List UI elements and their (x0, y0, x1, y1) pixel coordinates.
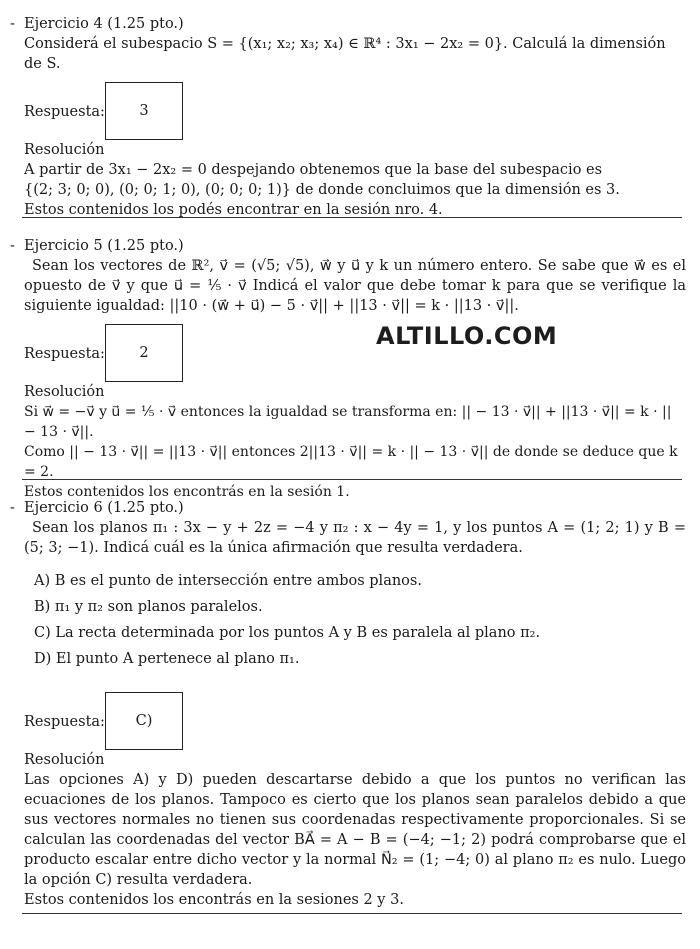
exercise-6-answer-row (10, 692, 686, 752)
answer-box: 2 (105, 324, 183, 382)
exercise-5-title: Ejercicio 5 (1.25 pto.) (24, 238, 184, 254)
exercise-5-answer-row (10, 324, 686, 384)
resolution-line: A partir de 3x₁ − 2x₂ = 0 despejando obtenemos que la base del subespacio es (24, 162, 603, 178)
resolution-line: {(2; 3; 0; 0), (0; 0; 1; 0), (0; 0; 0; 1)} de donde concluimos que la dimensión es 3. (24, 182, 620, 198)
option-d: D) El punto A pertenece al plano π₁. (34, 651, 300, 667)
exercise-6-statement: Sean los planos π₁ : 3x − y + 2z = −4 y π₂ : x − 4y = 1, y los puntos A = (1; 2; 1) y B = (5; 3; −1). Indicá cuál es la única afirmación que resulta verdadera. (24, 520, 686, 556)
answer-label: Respuesta: (24, 104, 105, 120)
resolution-text: Las opciones A) y D) pueden descartarse debido a que los puntos no verifican las ecuaciones de los planos. Tampoco es cierto que los planos sean paralelos debido a que sus vectores normales no tienen sus coordenadas respectivamente proporcionales. Si se calculan las coordenadas del vector BA⃗ = A − B = (−4; −1; 2) podrá comprobarse que el producto escalar entre dicho vector y la normal N⃗₂ = (1; −4; 0) al plano π₂ es nulo. Luego la opción C) resulta verdadera. (24, 772, 686, 888)
exercise-6-header: - Ejercicio 6 (1.25 pto.) Sean los planos π₁ : 3x − y + 2z = −4 y π₂ : x − 4y = 1, y los puntos A = (1; 2; 1) y B = (5; 3; −1). Indicá cuál es la única afirmación que resulta verdadera. (10, 500, 686, 556)
resolution-line: Estos contenidos los podés encontrar en la sesión nro. 4. (24, 202, 443, 218)
resolution-line: Como || − 13 · v⃗|| = ||13 · v⃗|| entonces 2||13 · v⃗|| = k · || − 13 · v⃗|| de donde se deduce que k = 2. (24, 444, 678, 480)
divider (22, 217, 682, 218)
exercise-4 (10, 14, 686, 220)
exercise-5-header: - Ejercicio 5 (1.25 pto.) Sean los vectores de ℝ², v⃗ = (√5; √5), w⃗ y u⃗ y k un número entero. Se sabe que w⃗ es el opuesto de v⃗ y que u⃗ = ⅕ · v⃗ Indicá el valor que debe tomar k para que se verifique la siguiente igualdad: ||10 · (w⃗ + u⃗) − 5 · v⃗|| + ||13 · v⃗|| = k · ||13 · v⃗||. (10, 238, 686, 314)
options-list (10, 568, 686, 672)
exercise-6-title: Ejercicio 6 (1.25 pto.) (24, 500, 184, 516)
exercise-5 (10, 236, 686, 502)
resolution-text (10, 160, 686, 220)
exercise-5-statement: Sean los vectores de ℝ², v⃗ = (√5; √5), w⃗ y u⃗ y k un número entero. Se sabe que w⃗ es el opuesto de v⃗ y que u⃗ = ⅕ · v⃗ Indicá el valor que debe tomar k para que se verifique la siguiente igualdad: ||10 · (w⃗ + u⃗) − 5 · v⃗|| + ||13 · v⃗|| = k · ||13 · v⃗||. (24, 258, 686, 314)
watermark-logo: ALTILLO.COM (376, 322, 558, 350)
divider (22, 479, 682, 480)
resolution-line: Si w⃗ = −v⃗ y u⃗ = ⅕ · v⃗ entonces la igualdad se transforma en: || − 13 · v⃗|| + ||13 · v⃗|| = k · || − 13 · v⃗||. (24, 404, 672, 440)
resolution-line: Estos contenidos los encontrás en la sesión 1. (24, 484, 350, 500)
resolution-title: Resolución (24, 752, 105, 768)
exercise-6 (10, 498, 686, 910)
exercise-4-statement: Considerá el subespacio S = {(x₁; x₂; x₃; x₄) ∈ ℝ⁴ : 3x₁ − 2x₂ = 0}. Calculá la dimensión de S. (24, 36, 666, 72)
answer-label: Respuesta: (24, 346, 105, 362)
exercise-4-title: Ejercicio 4 (1.25 pto.) (24, 16, 184, 32)
answer-box: 3 (105, 82, 183, 140)
resolution-end: Estos contenidos los encontrás en la sesiones 2 y 3. (24, 892, 404, 908)
exercise-4-header: - Ejercicio 4 (1.25 pto.) Considerá el subespacio S = {(x₁; x₂; x₃; x₄) ∈ ℝ⁴ : 3x₁ − 2x₂ = 0}. Calculá la dimensión de S. (10, 14, 686, 74)
resolution-text (10, 402, 686, 502)
option-a: A) B es el punto de intersección entre ambos planos. (34, 573, 422, 589)
option-c: C) La recta determinada por los puntos A y B es paralela al plano π₂. (34, 625, 541, 641)
resolution-title: Resolución (24, 384, 105, 400)
answer-label: Respuesta: (24, 714, 105, 730)
exercise-4-answer-row (10, 82, 686, 142)
divider (22, 913, 682, 914)
resolution-title: Resolución (24, 142, 105, 158)
option-b: B) π₁ y π₂ son planos paralelos. (34, 599, 263, 615)
answer-box: C) (105, 692, 183, 750)
